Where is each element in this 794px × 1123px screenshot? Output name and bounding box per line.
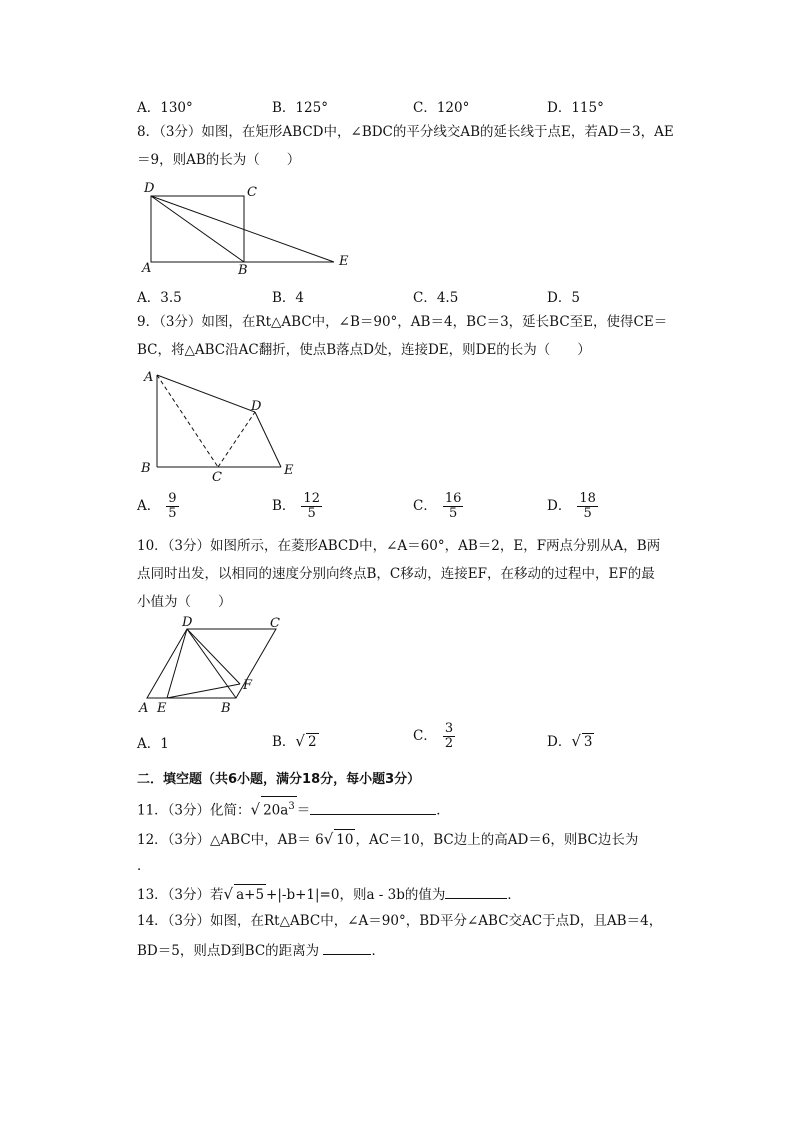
section-heading-fill-in: 二．填空题（共6小题，满分18分，每小题3分） <box>137 772 421 787</box>
q8-label-b: B <box>238 263 248 278</box>
q10-text-line3: 小值为（ ） <box>137 594 232 610</box>
q14-text-line2: BD＝5，则点D到BC的距离为 ． <box>137 940 385 961</box>
q10-label-b: B <box>221 701 231 716</box>
q11-answer-blank[interactable] <box>310 800 436 815</box>
q12-text-line2: ． <box>137 858 151 874</box>
q10-option-a: A．1 <box>137 736 169 752</box>
q7-option-c: C．120° <box>413 100 470 116</box>
q8-label-e: E <box>339 254 349 269</box>
q8-option-b: B．4 <box>272 290 305 306</box>
q10-label-d: D <box>182 615 193 630</box>
q7-option-d: D．115° <box>547 100 604 116</box>
q7-option-a: A．130° <box>137 100 193 116</box>
q10-label-e: E <box>157 701 167 716</box>
q13-text: 13．（3分）若√ a+5 +|-b+1|=0，则a - 3b的值为 ． <box>137 885 521 903</box>
q8-label-c: C <box>247 185 257 200</box>
q10-text-line1: 10．（3分）如图所示，在菱形ABCD中，∠A＝60°，AB＝2，E，F两点分别从A，B两 <box>137 538 661 554</box>
q10-option-c: C． $\frac{3}{2}$ <box>413 721 454 751</box>
q9-text-line2: BC，将△ABC沿AC翻折，使点B落点D处，连接DE，则DE的长为（ ） <box>137 342 591 358</box>
q10-option-d: D．√ 3 <box>547 732 593 750</box>
q13-answer-blank[interactable] <box>445 884 507 899</box>
q9-option-c: C． $\frac{16}{5}$ <box>413 491 462 521</box>
q8-figure <box>138 178 368 278</box>
q14-text-line1: 14．（3分）如图，在Rt△ABC中，∠A＝90°，BD平分∠ABC交AC于点D，且AB＝4， <box>137 913 663 929</box>
q9-label-d: D <box>251 399 262 414</box>
q8-option-a: A．3.5 <box>137 290 182 306</box>
q10-figure <box>135 614 295 718</box>
q10-option-b: B．√ 2 <box>272 732 317 750</box>
q9-text-line1: 9．（3分）如图，在Rt△ABC中，∠B＝90°，AB＝4，BC＝3，延长BC至E，使得CE＝ <box>137 314 668 330</box>
q9-label-a: A <box>144 370 154 385</box>
q7-option-b: B．125° <box>272 100 328 116</box>
q8-label-d: D <box>144 181 155 196</box>
q9-option-a: A． $\frac{9}{5}$ <box>137 491 177 521</box>
q9-label-e: E <box>284 463 294 478</box>
q8-option-c: C．4.5 <box>413 290 459 306</box>
q10-label-f: F <box>243 678 253 693</box>
q9-label-c: C <box>212 470 222 484</box>
q9-label-b: B <box>141 461 151 476</box>
q8-label-a: A <box>142 261 152 276</box>
q9-figure <box>138 366 328 484</box>
q10-label-a: A <box>139 701 149 716</box>
q8-text-line2: ＝9，则AB的长为（ ） <box>137 152 301 168</box>
q8-option-d: D．5 <box>547 290 580 306</box>
q12-text-line1: 12．（3分）△ABC中，AB＝ 6√ 10 ，AC＝10，BC边上的高AD＝6，则BC边长为 <box>137 830 639 848</box>
q11-text: 11．（3分）化简：√ $20a^3$ ＝ ． <box>137 796 450 821</box>
q9-option-b: B． $\frac{12}{5}$ <box>272 491 320 521</box>
q9-option-d: D． $\frac{18}{5}$ <box>547 491 596 521</box>
q8-text-line1: 8．（3分）如图，在矩形ABCD中，∠BDC的平分线交AB的延长线于点E，若AD＝3，AE <box>137 124 674 140</box>
q14-answer-blank[interactable] <box>323 940 371 955</box>
q10-label-c: C <box>270 616 280 631</box>
q10-text-line2: 点同时出发，以相同的速度分别向终点B，C移动，连接EF，在移动的过程中，EF的最 <box>137 566 655 582</box>
